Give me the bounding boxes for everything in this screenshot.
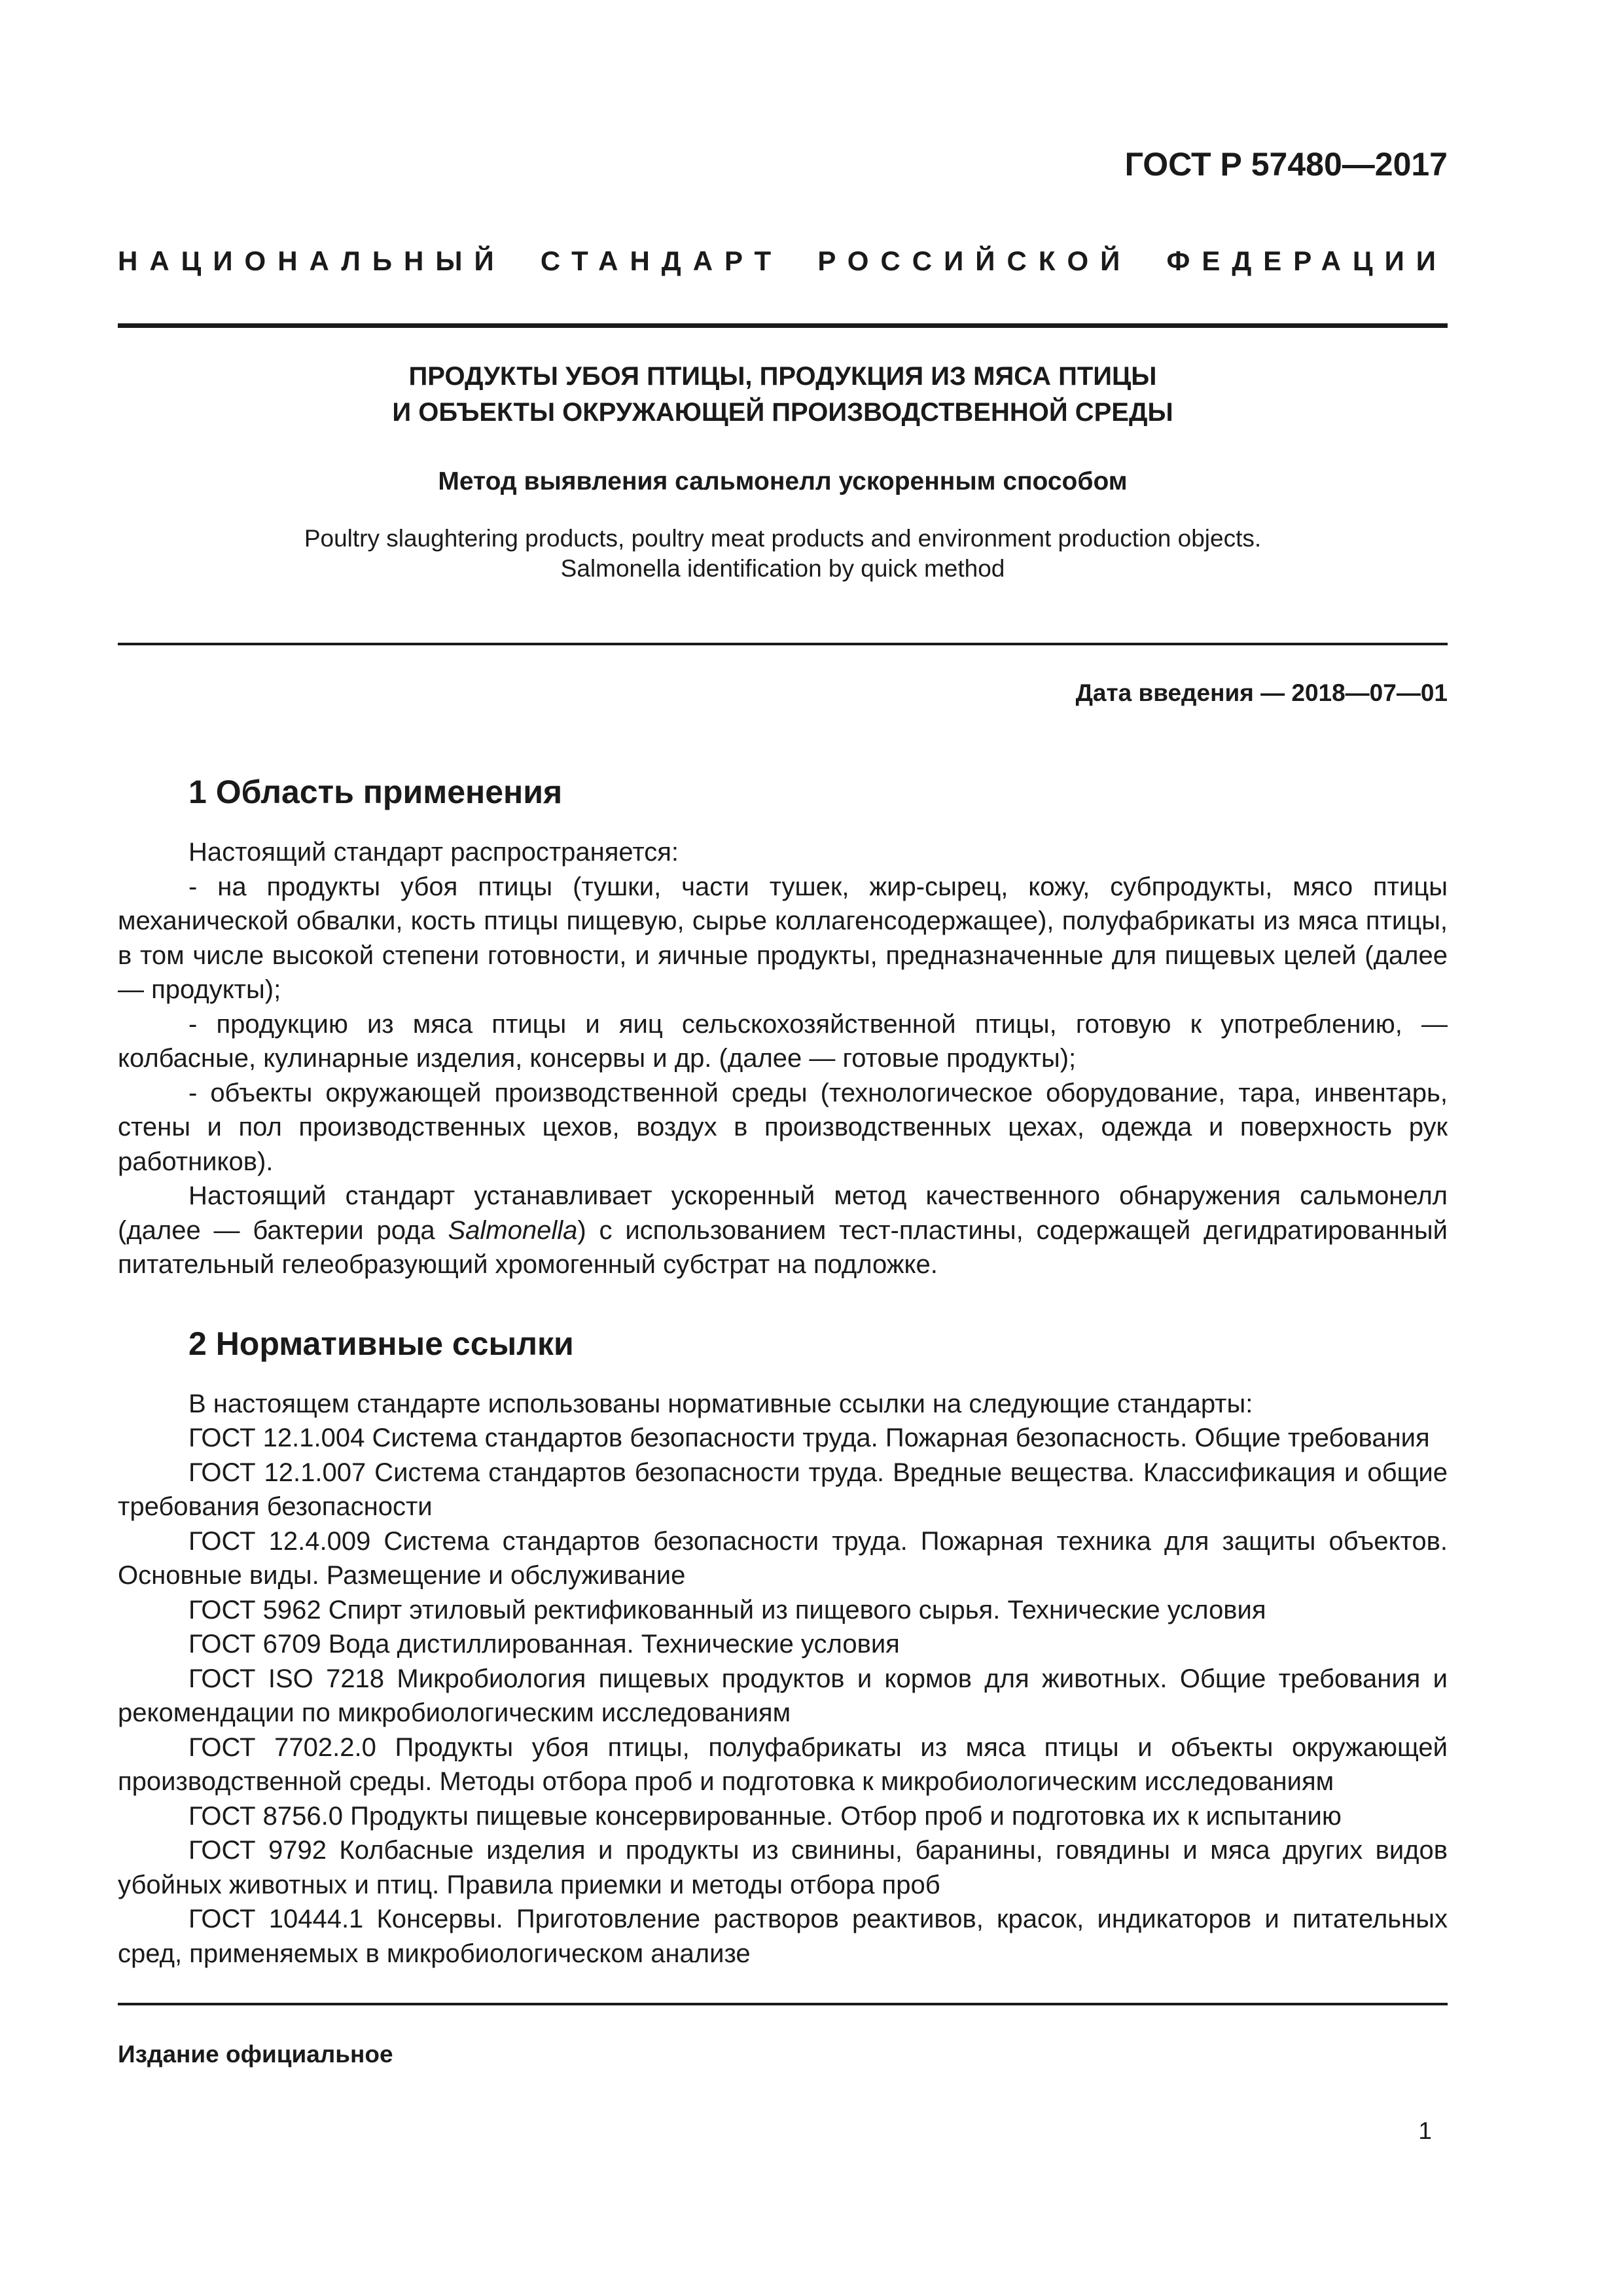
method-subtitle: Метод выявления сальмонелл ускоренным способом xyxy=(438,467,1128,495)
normative-reference: ГОСТ ISO 7218 Микробиология пищевых продуктов и кормов для животных. Общие требования и рекомендации по микробиологическим исследованиям xyxy=(118,1664,1448,1727)
salmonella-italic: Salmonella xyxy=(448,1215,578,1245)
section-1-title: 1 Область применения xyxy=(188,774,563,810)
normative-reference: ГОСТ 10444.1 Консервы. Приготовление растворов реактивов, красок, индикаторов и питательных сред, применяемых в микробиологическом анализе xyxy=(118,1905,1448,1968)
normative-reference: ГОСТ 5962 Спирт этиловый ректификованный из пищевого сырья. Технические условия xyxy=(188,1595,1266,1624)
official-edition-label: Издание официальное xyxy=(118,2041,393,2068)
title-block xyxy=(118,359,1448,584)
intro-date: Дата введения — 2018—07—01 xyxy=(1075,679,1448,706)
section-2-title: 2 Нормативные ссылки xyxy=(188,1325,574,1362)
normative-reference: ГОСТ 7702.2.0 Продукты убоя птицы, полуфабрикаты из мяса птицы и объекты окружающей производственной среды. Методы отбора проб и подготовка к микробиологическим исследованиям xyxy=(118,1732,1448,1796)
normative-reference: ГОСТ 12.1.004 Система стандартов безопасности труда. Пожарная безопасность. Общие требования xyxy=(188,1424,1430,1452)
standard-number: ГОСТ Р 57480—2017 xyxy=(1124,146,1448,183)
title-divider xyxy=(118,643,1448,645)
page-number: 1 xyxy=(1418,2117,1432,2144)
normative-reference: ГОСТ 9792 Колбасные изделия и продукты из свинины, баранины, говядины и мяса других видов убойных животных и птиц. Правила приемки и методы отбора проб xyxy=(118,1836,1448,1899)
section-1-paragraph: - продукцию из мяса птицы и яиц сельскохозяйственной птицы, готовую к употреблению, — колбасные, кулинарные изделия, консервы и др. (далее — готовые продукты); xyxy=(118,1009,1448,1073)
english-title-line-1: Poultry slaughtering products, poultry meat products and environment production objects. xyxy=(304,525,1262,552)
section-1-paragraph: Настоящий стандарт распространяется: xyxy=(188,838,679,867)
section-1-paragraph xyxy=(118,1179,1448,1282)
title-line-2: И ОБЪЕКТЫ ОКРУЖАЮЩЕЙ ПРОИЗВОДСТВЕННОЙ СРЕДЫ xyxy=(392,398,1173,427)
header-divider xyxy=(118,323,1448,328)
section-1-paragraph: - объекты окружающей производственной среды (технологическое оборудование, тара, инвентарь, стены и пол производственных цехов, воздух в производственных цехах, одежда и поверхность рук работников). xyxy=(118,1078,1448,1176)
section-1-paragraph: - на продукты убоя птицы (тушки, части тушек, жир-сырец, кожу, субпродукты, мясо птицы механической обвалки, кость птицы пищевую, сырье коллагенсодержащее), полуфабрикаты из мяса птицы, в том числе высокой степени готовности, и яичные продукты, предназначенные для пищевых целей (далее — продукты); xyxy=(118,872,1448,1004)
section-2-intro: В настоящем стандарте использованы нормативные ссылки на следующие стандарты: xyxy=(188,1389,1253,1418)
normative-reference: ГОСТ 12.1.007 Система стандартов безопасности труда. Вредные вещества. Классификация и общие требования безопасности xyxy=(118,1458,1448,1521)
normative-reference: ГОСТ 6709 Вода дистиллированная. Технические условия xyxy=(188,1630,900,1659)
main-content xyxy=(118,772,1448,1971)
title-line-1: ПРОДУКТЫ УБОЯ ПТИЦЫ, ПРОДУКЦИЯ ИЗ МЯСА ПТИЦЫ xyxy=(408,362,1157,391)
footer-divider xyxy=(118,2003,1448,2005)
scope-text-after: ) с использованием тест-пластины, содержащей дегидратированный питательный гелеобразующий хромогенный субстрат на подложке. xyxy=(118,1215,1448,1279)
english-title xyxy=(118,524,1448,584)
national-standard-banner: НАЦИОНАЛЬНЫЙ СТАНДАРТ РОССИЙСКОЙ ФЕДЕРАЦИИ xyxy=(118,245,1448,276)
english-title-line-2: Salmonella identification by quick method xyxy=(560,555,1005,582)
scope-text-before: Настоящий стандарт устанавливает ускоренный метод качественного обнаружения сальмонелл (далее — бактерии рода xyxy=(118,1181,1448,1245)
normative-reference: ГОСТ 8756.0 Продукты пищевые консервированные. Отбор проб и подготовка их к испытанию xyxy=(188,1801,1342,1831)
normative-reference: ГОСТ 12.4.009 Система стандартов безопасности труда. Пожарная техника для защиты объектов. Основные виды. Размещение и обслуживание xyxy=(118,1526,1448,1590)
